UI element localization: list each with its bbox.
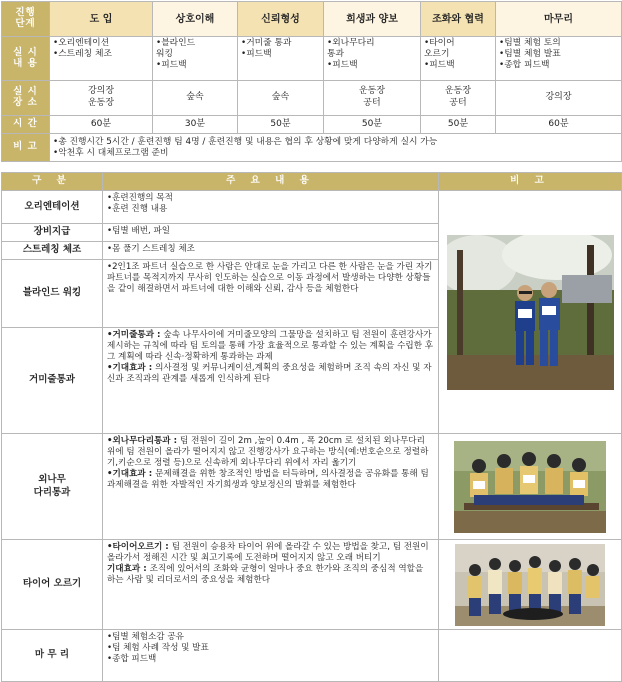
col-header-content: 주 요 내 용 bbox=[103, 173, 439, 191]
program-overview-table bbox=[1, 1, 622, 162]
content-cell: •거미줄 통과 •피드백 bbox=[238, 37, 324, 81]
category-orientation: 오리엔테이션 bbox=[2, 191, 103, 224]
place-cell: 강의장 운동장 bbox=[50, 81, 153, 116]
content-line: •팀별 체험소감 공유 bbox=[107, 632, 184, 642]
content-line: •기대효과 : 문제해결을 위한 창조적인 방법을 터득하며, 의사결정을 공유화를 통해 팀 과제해결을 위한 자발적인 자기희생과 양보정신의 발휘를 체험한다 bbox=[107, 469, 429, 490]
time-row-header: 시 간 bbox=[2, 116, 50, 134]
content-log-bridge bbox=[103, 434, 439, 540]
content-line: •훈련 진행 내용 bbox=[107, 204, 168, 214]
content-cell: •블라인드 워킹 •피드백 bbox=[153, 37, 238, 81]
category-wrapup: 마 무 리 bbox=[2, 630, 103, 682]
note-row-header: 비 고 bbox=[2, 134, 50, 162]
remark-cell-3 bbox=[439, 540, 622, 630]
content-equipment: •팀별 배번, 파일 bbox=[103, 224, 439, 242]
stage-trust-building: 신뢰형성 bbox=[238, 2, 324, 37]
content-cell: •외나무다리 통과 •피드백 bbox=[324, 37, 421, 81]
detail-table bbox=[1, 172, 622, 682]
note-cell bbox=[50, 134, 622, 162]
content-row-header: 실 시 내 용 bbox=[2, 37, 50, 81]
time-cell: 60분 bbox=[496, 116, 622, 134]
time-cell: 60분 bbox=[50, 116, 153, 134]
stage-harmony: 조화와 협력 bbox=[421, 2, 496, 37]
remark-cell-1 bbox=[439, 191, 622, 434]
stage-intro: 도 입 bbox=[50, 2, 153, 37]
content-line: •종합 피드백 bbox=[107, 654, 157, 664]
col-header-category: 구 분 bbox=[2, 173, 103, 191]
content-line: •기대효과 : 의사결정 및 커뮤니케이션,계획의 중요성을 체험하며 조직 속의 자신 및 자신과 조직과의 관계를 새롭게 인식하게 된다 bbox=[107, 363, 432, 384]
category-log-bridge: 외나무 다리통과 bbox=[2, 434, 103, 540]
content-cell: •팀별 체험 토의 •팀별 체험 발표 •종합 피드백 bbox=[496, 37, 622, 81]
content-line: •팀 체험 사례 작성 및 발표 bbox=[107, 643, 209, 653]
category-blind-walking: 블라인드 워킹 bbox=[2, 260, 103, 328]
category-stretching: 스트레칭 체조 bbox=[2, 242, 103, 260]
place-cell: 운동장 공터 bbox=[421, 81, 496, 116]
content-wrapup bbox=[103, 630, 439, 682]
note-line: •총 진행시간 5시간 / 훈련진행 팀 4명 / 훈련진행 및 내용은 협의 후 상황에 맞게 다양하게 실시 가능 bbox=[53, 136, 438, 147]
stage-row-header: 진행 단계 bbox=[2, 2, 50, 37]
content-line: 기대효과 : 조직에 있어서의 조화와 균형이 얼마나 중요 한가와 조직의 중심적 역할을 하는 사람 및 리더로서의 중요성을 체험한다 bbox=[107, 564, 424, 585]
place-cell: 강의장 bbox=[496, 81, 622, 116]
time-cell: 50분 bbox=[324, 116, 421, 134]
content-line: •거미줄통과 : 숲속 나무사이에 거미줄모양의 그물망을 설치하고 팀 전원이 훈련강사가 제시하는 규칙에 따라 팀 토의를 통해 가장 효율적으로 통과할 수 있는 계획을 수립한 후 그 계획에 따라 신속·정확하게 통과하는 과제 bbox=[107, 330, 434, 362]
place-cell: 숲속 bbox=[153, 81, 238, 116]
content-line: •훈련진행의 목적 bbox=[107, 193, 173, 203]
time-cell: 50분 bbox=[421, 116, 496, 134]
stage-sacrifice: 희생과 양보 bbox=[324, 2, 421, 37]
content-orientation bbox=[103, 191, 439, 224]
place-cell: 운동장 공터 bbox=[324, 81, 421, 116]
log-bridge-photo bbox=[454, 441, 606, 533]
category-web-crossing: 거미줄통과 bbox=[2, 328, 103, 434]
remark-cell-empty bbox=[439, 630, 622, 682]
place-row-header: 실 시 장 소 bbox=[2, 81, 50, 116]
content-web-crossing bbox=[103, 328, 439, 434]
place-cell: 숲속 bbox=[238, 81, 324, 116]
content-cell: •타이어 오르기 •피드백 bbox=[421, 37, 496, 81]
time-cell: 30분 bbox=[153, 116, 238, 134]
category-equipment: 장비지급 bbox=[2, 224, 103, 242]
stage-wrapup: 마무리 bbox=[496, 2, 622, 37]
tire-climb-photo bbox=[455, 544, 605, 626]
content-tire-climb bbox=[103, 540, 439, 630]
stage-mutual-understanding: 상호이해 bbox=[153, 2, 238, 37]
content-line: •타이어오르기 : 팀 전원이 승용차 타이어 위에 올라갈 수 있는 방법을 찾고, 팀 전원이 올라가서 정해진 시간 및 최고기록에 도전하며 떨어지지 않고 오래 버티기 bbox=[107, 542, 429, 563]
content-blind-walking: •2인1조 파트너 실습으로 한 사람은 안대로 눈을 가리고 다른 한 사람은 눈을 가린 자기 파트너를 목적지까지 무사히 인도하는 실습으로 이동 과정에서 발생하는 다양한 상황들을 같이 해결하면서 파트너에 대한 이해와 신뢰, 감사 등을 체험한다 bbox=[103, 260, 439, 328]
col-header-remark: 비 고 bbox=[439, 173, 622, 191]
time-cell: 50분 bbox=[238, 116, 324, 134]
remark-cell-2 bbox=[439, 434, 622, 540]
content-cell: •오리엔테이션 •스트레칭 체조 bbox=[50, 37, 153, 81]
blind-walking-photo bbox=[447, 235, 614, 390]
note-line: •악천후 시 대체프로그램 준비 bbox=[53, 147, 169, 158]
content-line: •외나무다리통과 : 팀 전원이 길이 2m ,높이 0.4m , 폭 20cm 로 설치된 외나무다리 위에 팀 전원이 올라가 떨어지지 않고 진행강사가 요구하는 방식(예:번호순으로 정렬하기,키순으로 정렬 등)으로 신속하게 외나무다리 위에서 자리 옮기기 bbox=[107, 436, 429, 468]
content-stretching: •몸 풀기 스트레칭 체조 bbox=[103, 242, 439, 260]
category-tire-climb: 타이어 오르기 bbox=[2, 540, 103, 630]
